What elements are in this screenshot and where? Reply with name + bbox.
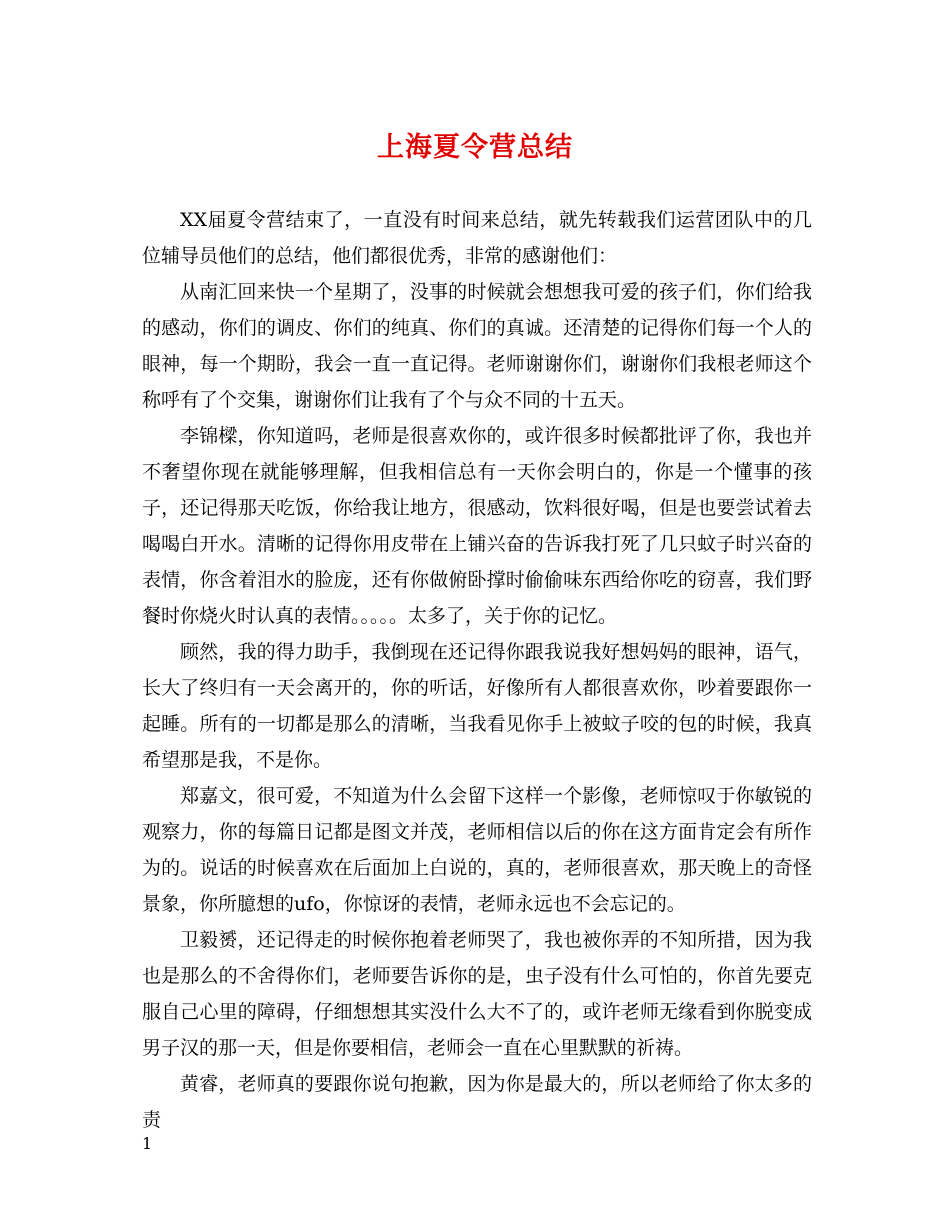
paragraph-general: 从南汇回来快一个星期了，没事的时候就会想想我可爱的孩子们，你们给我的感动，你们的调皮、你们的纯真、你们的真诚。还清楚的记得你们每一个人的眼神，每一个期盼，我会一直一直记得。老师谢谢你们，谢谢你们我根老师这个称呼有了个交集，谢谢你们让我有了个与众不同的十五天。 (142, 281, 812, 411)
paragraph-zheng-jiawen: 郑嘉文，很可爱，不知道为什么会留下这样一个影像，老师惊叹于你敏锐的观察力，你的每篇日记都是图文并茂，老师相信以后的你在这方面肯定会有所作为的。说话的时候喜欢在后面加上白说的，真的，老师很喜欢，那天晚上的奇怪景象，你所臆想的ufo，你惊讶的表情，老师永远也不会忘记的。 (142, 785, 812, 915)
paragraph-gu-ran: 顾然，我的得力助手，我倒现在还记得你跟我说我好想妈妈的眼神，语气，长大了终归有一天会离开的，你的听话，好像所有人都很喜欢你，吵着要跟你一起睡。所有的一切都是那么的清晰，当我看见你手上被蚊子咬的包的时候，我真希望那是我，不是你。 (142, 641, 812, 771)
paragraph-huang-rui: 黄睿，老师真的要跟你说句抱歉，因为你是最大的，所以老师给了你太多的责 (142, 1073, 812, 1131)
document-body (142, 202, 812, 1138)
paragraph-intro: XX届夏令营结束了，一直没有时间来总结，就先转载我们运营团队中的几位辅导员他们的总结，他们都很优秀，非常的感谢他们： (142, 209, 812, 267)
paragraph-wei-yiyun: 卫毅赟，还记得走的时候你抱着老师哭了，我也被你弄的不知所措，因为我也是那么的不舍得你们，老师要告诉你的是，虫子没有什么可怕的，你首先要克服自己心里的障碍，仔细想想其实没什么大不了的，或许老师无缘看到你脱变成男子汉的那一天，但是你要相信，老师会一直在心里默默的祈祷。 (142, 929, 812, 1059)
paragraph-li-jinliang: 李锦樑，你知道吗，老师是很喜欢你的，或许很多时候都批评了你，我也并不奢望你现在就能够理解，但我相信总有一天你会明白的，你是一个懂事的孩子，还记得那天吃饭，你给我让地方，很感动，饮料很好喝，但是也要尝试着去喝喝白开水。清晰的记得你用皮带在上铺兴奋的告诉我打死了几只蚊子时兴奋的表情，你含着泪水的脸庞，还有你做俯卧撑时偷偷味东西给你吃的窃喜，我们野餐时你烧火时认真的表情。。。。。太多了，关于你的记忆。 (142, 425, 812, 627)
document-title: 上海夏令营总结 (377, 132, 573, 163)
page-number: 1 (142, 1134, 153, 1153)
